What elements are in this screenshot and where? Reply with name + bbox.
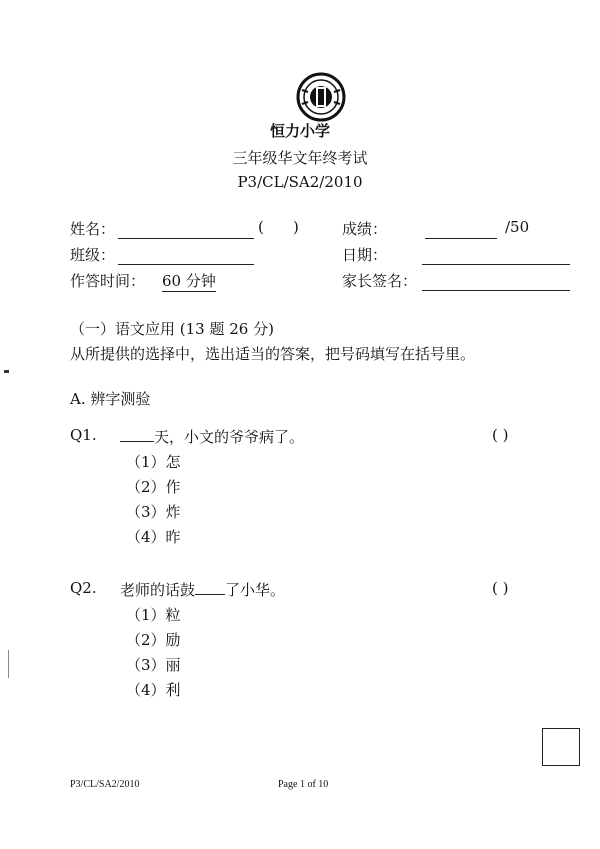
- score-field[interactable]: [425, 238, 497, 239]
- time-label: 作答时间：: [70, 272, 146, 290]
- school-logo: [296, 72, 346, 122]
- answer-parentheses[interactable]: ( ): [492, 426, 509, 444]
- question-stem: [120, 426, 304, 447]
- scan-mark: [4, 370, 9, 373]
- option-2: （2）作: [126, 478, 181, 496]
- name-field[interactable]: [118, 238, 254, 239]
- option-1: （1）怎: [126, 453, 181, 471]
- name-label: 姓名：: [70, 220, 116, 238]
- class-field[interactable]: [118, 264, 254, 265]
- school-name: 恒力小学: [269, 122, 330, 140]
- section-title: （一）语文应用 (13 题 26 分): [70, 320, 274, 338]
- option-3: （3）丽: [126, 656, 181, 674]
- option-1: （1）粒: [126, 606, 181, 624]
- option-2: （2）励: [126, 631, 181, 649]
- date-field[interactable]: [422, 264, 570, 265]
- parent-signature-label: 家长签名：: [342, 272, 418, 290]
- score-label: 成绩：: [342, 220, 388, 238]
- score-box: [542, 728, 580, 766]
- date-label: 日期：: [342, 246, 388, 264]
- class-label: 班级：: [70, 246, 116, 264]
- answer-blank: [120, 441, 154, 442]
- question-stem: [120, 579, 285, 600]
- exam-title: 三年级华文年终考试: [232, 149, 368, 167]
- option-4: （4）利: [126, 681, 181, 699]
- option-4: （4）昨: [126, 528, 181, 546]
- exam-code: P3/CL/SA2/2010: [237, 173, 363, 191]
- footer-page-number: Page 1 of 10: [278, 779, 329, 790]
- question-stem-after: 天，小文的爷爷病了。: [154, 428, 305, 446]
- section-instruction: 从所提供的选择中，选出适当的答案，把号码填写在括号里。: [70, 345, 476, 363]
- answer-parentheses[interactable]: ( ): [492, 579, 509, 597]
- question-stem-before: 老师的话鼓: [120, 581, 196, 599]
- option-3: （3）炸: [126, 503, 181, 521]
- question-stem-after: 了小华。: [225, 581, 286, 599]
- part-title: A. 辨字测验: [70, 390, 151, 408]
- score-total: /50: [505, 218, 530, 236]
- question-number: Q2.: [70, 579, 97, 597]
- footer-code: P3/CL/SA2/2010: [70, 779, 140, 790]
- parent-signature-field[interactable]: [422, 290, 570, 291]
- time-value: 60 分钟: [162, 272, 216, 290]
- index-paren-open: (: [258, 218, 264, 236]
- question-number: Q1.: [70, 426, 97, 444]
- answer-blank: [195, 594, 225, 595]
- index-paren-close: ): [293, 218, 299, 236]
- scan-mark: [8, 650, 9, 678]
